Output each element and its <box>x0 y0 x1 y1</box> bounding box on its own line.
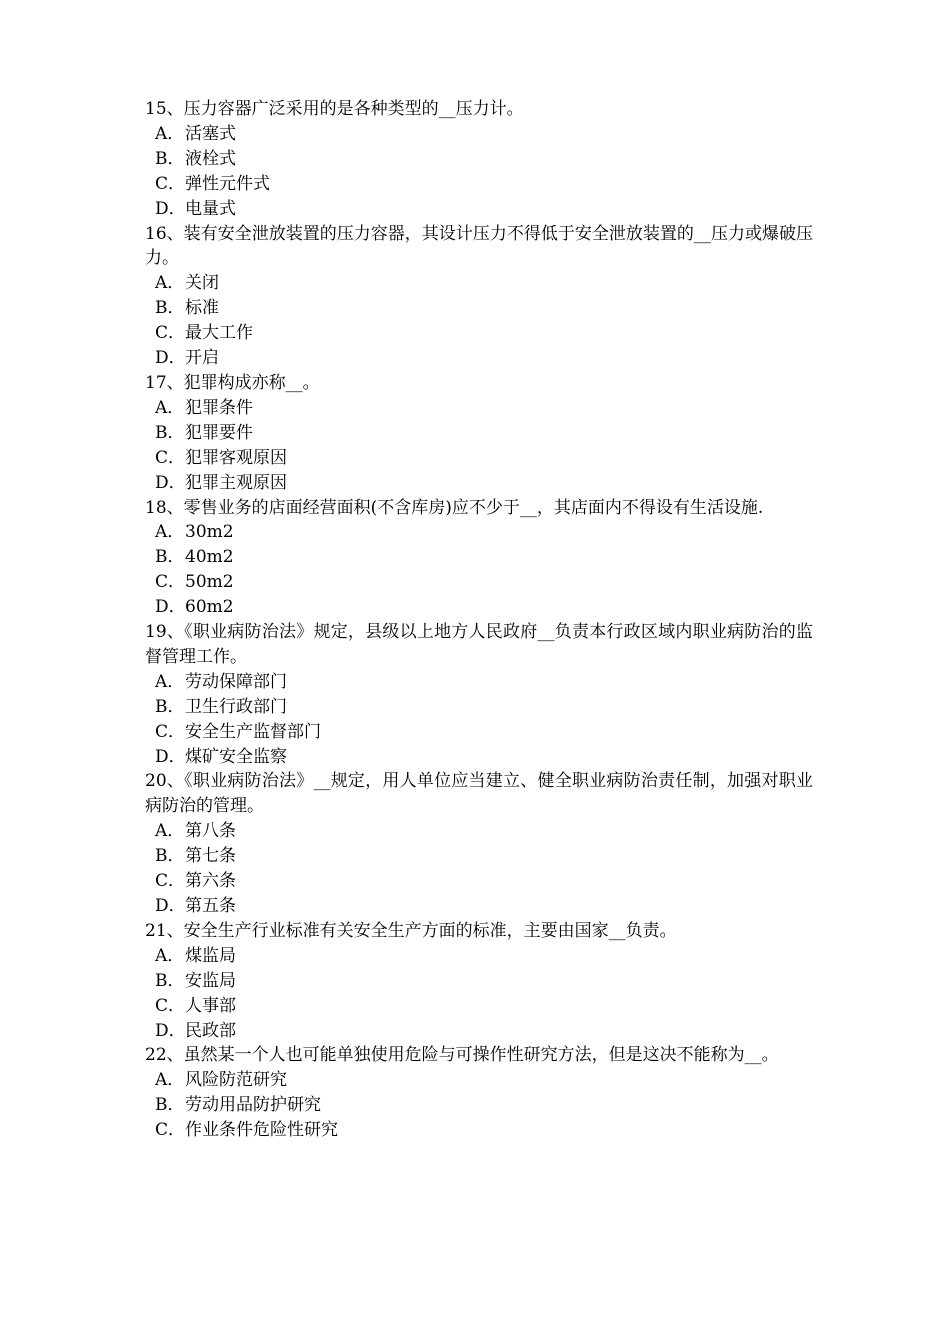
option-letter: B． <box>155 422 185 443</box>
option-d <box>145 471 813 496</box>
question-text: 16、装有安全泄放装置的压力容器，其设计压力不得低于安全泄放装置的__压力或爆破压力。 <box>145 223 813 269</box>
option-text: 50m2 <box>185 572 234 593</box>
option-letter: C． <box>155 1120 186 1141</box>
option-c <box>145 321 813 346</box>
option-text: 标准 <box>185 298 219 319</box>
question-text: 18、零售业务的店面经营面积(不含库房)应不少于__，其店面内不得设有生活设施. <box>145 497 764 518</box>
question-17 <box>145 371 813 496</box>
option-b <box>145 296 813 321</box>
option-text: 最大工作 <box>185 323 253 344</box>
option-c <box>145 446 813 471</box>
option-letter: C． <box>155 995 186 1016</box>
option-letter: D． <box>155 348 186 369</box>
option-letter: D． <box>155 896 186 916</box>
option-letter: D． <box>155 746 186 767</box>
option-a <box>145 670 813 695</box>
option-a <box>145 396 813 421</box>
option-c <box>145 869 813 894</box>
question-22 <box>145 1043 813 1143</box>
question-text: 19、《职业病防治法》规定，县级以上地方人民政府__负责本行政区域内职业病防治的监督管理工作。 <box>145 622 813 667</box>
question-16 <box>145 222 813 371</box>
option-text: 第五条 <box>185 896 236 916</box>
option-a <box>145 271 813 296</box>
option-a <box>145 520 813 545</box>
option-text: 犯罪客观原因 <box>185 447 287 468</box>
option-text: 第七条 <box>185 846 236 867</box>
option-text: 犯罪要件 <box>185 422 253 443</box>
option-a <box>145 1068 813 1093</box>
option-text: 劳动用品防护研究 <box>185 1095 321 1116</box>
document-page <box>145 97 813 1143</box>
question-20 <box>145 769 813 918</box>
option-text: 第六条 <box>185 871 236 892</box>
option-d <box>145 197 813 222</box>
option-letter: C． <box>155 447 186 468</box>
option-letter: A． <box>155 945 185 966</box>
option-c <box>145 172 813 197</box>
option-letter: B． <box>155 1095 185 1116</box>
option-letter: A． <box>155 821 185 842</box>
question-21 <box>145 919 813 1044</box>
question-text: 20、《职业病防治法》__规定，用人单位应当建立、健全职业病防治责任制，加强对职业病防治的管理。 <box>145 771 813 817</box>
option-letter: D． <box>155 198 186 219</box>
option-letter: C． <box>155 721 186 742</box>
option-letter: B． <box>155 547 185 568</box>
option-letter: B． <box>155 298 185 319</box>
option-a <box>145 944 813 969</box>
option-d <box>145 595 813 620</box>
option-d <box>145 1019 813 1044</box>
option-letter: D． <box>155 472 186 493</box>
option-text: 开启 <box>185 348 219 369</box>
option-b <box>145 844 813 869</box>
option-letter: B． <box>155 846 185 867</box>
question-15 <box>145 97 813 222</box>
option-text: 人事部 <box>185 995 236 1016</box>
option-letter: A． <box>155 123 185 144</box>
option-letter: D． <box>155 597 186 618</box>
question-text: 15、压力容器广泛采用的是各种类型的__压力计。 <box>145 99 524 119</box>
option-text: 30m2 <box>185 522 234 543</box>
option-letter: B． <box>155 970 185 991</box>
option-text: 40m2 <box>185 547 234 568</box>
option-d <box>145 346 813 371</box>
option-b <box>145 695 813 720</box>
option-c <box>145 570 813 595</box>
option-letter: A． <box>155 273 185 294</box>
option-c <box>145 994 813 1019</box>
option-a <box>145 122 813 147</box>
option-text: 弹性元件式 <box>185 173 270 194</box>
option-letter: B． <box>155 148 185 169</box>
option-text: 风险防范研究 <box>185 1070 287 1091</box>
option-letter: A． <box>155 1070 185 1091</box>
option-letter: C． <box>155 323 186 344</box>
option-text: 活塞式 <box>185 123 236 144</box>
option-b <box>145 147 813 172</box>
option-text: 液栓式 <box>185 148 236 169</box>
option-text: 第八条 <box>185 821 236 842</box>
option-text: 安全生产监督部门 <box>185 721 321 742</box>
option-text: 煤矿安全监察 <box>185 746 287 767</box>
option-a <box>145 819 813 844</box>
question-text: 17、犯罪构成亦称__。 <box>145 372 320 393</box>
option-letter: C． <box>155 871 186 892</box>
option-text: 关闭 <box>185 273 219 294</box>
option-text: 犯罪条件 <box>185 397 253 418</box>
option-b <box>145 545 813 570</box>
option-b <box>145 969 813 994</box>
option-d <box>145 745 813 770</box>
option-letter: A． <box>155 522 185 543</box>
question-18 <box>145 496 813 621</box>
option-text: 煤监局 <box>185 945 236 966</box>
option-b <box>145 1093 813 1118</box>
option-c <box>145 1118 813 1143</box>
option-letter: C． <box>155 173 186 194</box>
option-text: 民政部 <box>185 1020 236 1041</box>
question-text: 21、安全生产行业标准有关安全生产方面的标准，主要由国家__负责。 <box>145 920 677 941</box>
option-letter: D． <box>155 1020 186 1041</box>
option-text: 卫生行政部门 <box>185 696 287 717</box>
question-text: 22、虽然某一个人也可能单独使用危险与可操作性研究方法，但是这决不能称为__。 <box>145 1045 779 1066</box>
option-letter: B． <box>155 696 185 717</box>
question-19 <box>145 620 813 769</box>
option-b <box>145 421 813 446</box>
option-text: 安监局 <box>185 970 236 991</box>
option-text: 60m2 <box>185 597 234 618</box>
option-text: 劳动保障部门 <box>185 671 287 692</box>
option-letter: A． <box>155 397 185 418</box>
option-d <box>145 894 813 919</box>
option-letter: A． <box>155 671 185 692</box>
option-text: 犯罪主观原因 <box>185 472 287 493</box>
option-letter: C． <box>155 572 186 593</box>
option-c <box>145 720 813 745</box>
option-text: 电量式 <box>185 198 236 219</box>
option-text: 作业条件危险性研究 <box>185 1120 338 1141</box>
